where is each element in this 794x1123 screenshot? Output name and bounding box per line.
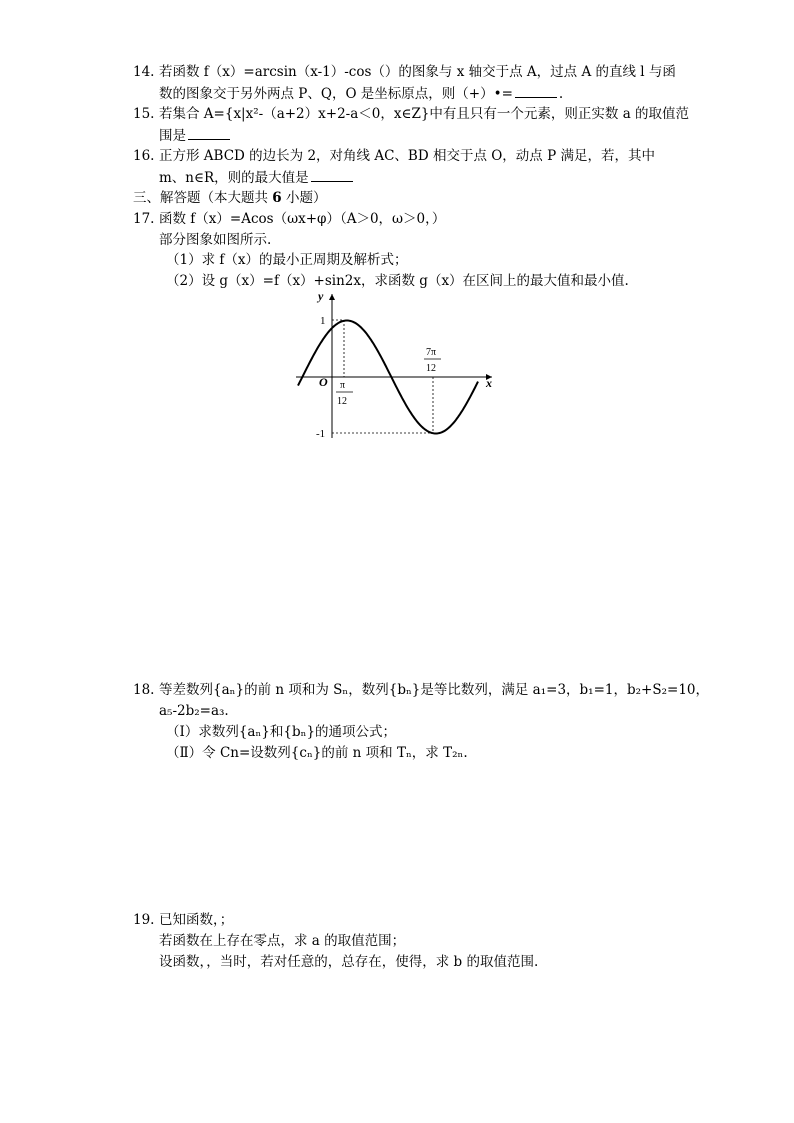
q14-line2 bbox=[159, 83, 563, 104]
q19-text1: 已知函数，； bbox=[159, 912, 234, 928]
q18-number: 18. bbox=[133, 682, 155, 698]
q17-number: 17. bbox=[133, 211, 155, 227]
origin-label: O bbox=[319, 375, 328, 389]
q14-text2-end: . bbox=[558, 86, 564, 102]
y-max-label: 1 bbox=[320, 315, 326, 327]
q16-line2 bbox=[159, 167, 355, 188]
q19-text2: 若函数在上存在零点，求 a 的取值范围； bbox=[159, 933, 406, 949]
q18-line1 bbox=[133, 680, 709, 700]
q18-text1: 等差数列{aₙ}的前 n 项和为 Sₙ，数列{bₙ}是等比数列，满足 a₁=3，b₁=1，b₂+S₂=10， bbox=[159, 682, 710, 698]
q16-number: 16. bbox=[133, 148, 155, 164]
x-axis-label: x bbox=[486, 376, 492, 390]
q15-text2: 围是 bbox=[159, 128, 186, 144]
q15-line2 bbox=[159, 125, 232, 146]
q19-text3: 设函数，，当时，若对任意的，总存在，使得，求 b 的取值范围. bbox=[159, 954, 539, 970]
section-heading bbox=[133, 188, 327, 208]
section-heading-suffix: 小题） bbox=[281, 190, 327, 206]
q17-text2: 部分图象如图所示. bbox=[159, 232, 272, 248]
q14-number: 14. bbox=[133, 64, 155, 80]
q15-answer-blank[interactable] bbox=[188, 125, 230, 140]
q14-line1 bbox=[133, 62, 676, 82]
q18-text2: a₅-2b₂=a₃. bbox=[159, 703, 229, 719]
q16-answer-blank[interactable] bbox=[311, 167, 353, 182]
q18-part1: （Ⅰ）求数列{aₙ}和{bₙ}的通项公式； bbox=[166, 724, 397, 740]
section-question-count: 6 bbox=[272, 190, 282, 206]
tick2-denominator: 12 bbox=[426, 363, 436, 374]
q17-part2: （2）设 g（x）=f（x）+sin2x，求函数 g（x）在区间上的最大值和最小值. bbox=[166, 273, 629, 289]
q18-part2: （Ⅱ）令 Cn=设数列{cₙ}的前 n 项和 Tₙ，求 T₂ₙ. bbox=[166, 745, 468, 761]
y-axis-label: y bbox=[318, 289, 324, 303]
q14-answer-blank[interactable] bbox=[515, 83, 557, 98]
y-min-label: -1 bbox=[316, 428, 326, 440]
q15-number: 15. bbox=[133, 106, 155, 122]
q19-line1 bbox=[133, 910, 233, 930]
q16-line1 bbox=[133, 146, 655, 166]
q14-text2: 数的图象交于另外两点 P、Q，O 是坐标原点，则（+）•= bbox=[159, 86, 513, 102]
q19-number: 19. bbox=[133, 912, 155, 928]
q17-graph bbox=[288, 288, 508, 448]
q17-text1: 函数 f（x）=Acos（ωx+φ）（A＞0，ω＞0，） bbox=[159, 211, 446, 227]
q17-line1 bbox=[133, 209, 445, 229]
tick1-denominator: 12 bbox=[337, 396, 347, 407]
q14-text1: 若函数 f（x）=arcsin（x-1）-cos（）的图象与 x 轴交于点 A，过点 A 的直线 l 与函 bbox=[159, 64, 676, 80]
section-heading-prefix: 三、解答题（本大题共 bbox=[133, 190, 273, 206]
q17-part1: （1）求 f（x）的最小正周期及解析式； bbox=[166, 252, 408, 268]
q15-text1: 若集合 A={x|x²-（a+2）x+2-a＜0，x∈Z}中有且只有一个元素，则正实数 a 的取值范 bbox=[159, 106, 690, 122]
tick2-numerator: 7π bbox=[426, 347, 437, 358]
q15-line1 bbox=[133, 104, 689, 124]
q16-text2: m、n∈R，则的最大值是 bbox=[159, 170, 309, 186]
tick1-numerator: π bbox=[340, 380, 346, 391]
q16-text1: 正方形 ABCD 的边长为 2，对角线 AC、BD 相交于点 O，动点 P 满足，若，其中 bbox=[159, 148, 655, 164]
